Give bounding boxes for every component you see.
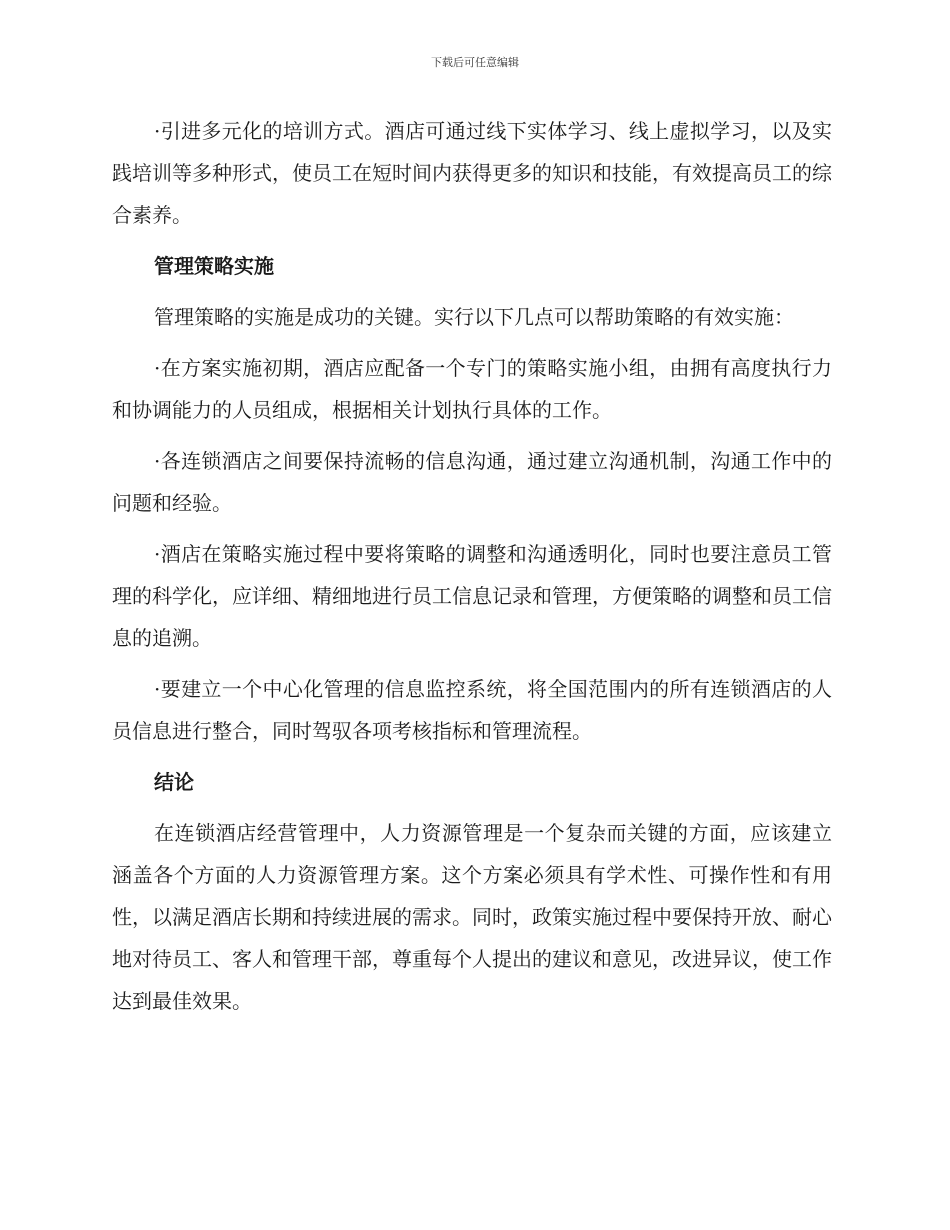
paragraph-training-methods: ·引进多元化的培训方式。酒店可通过线下实体学习、线上虚拟学习，以及实践培训等多种形式，使员工在短时间内获得更多的知识和技能，有效提高员工的综合素养。 [112,119,832,227]
heading-conclusion: 结论 [154,770,194,794]
paragraph-implementation-team: ·在方案实施初期，酒店应配备一个专门的策略实施小组，由拥有高度执行力和协调能力的人员组成，根据相关计划执行具体的工作。 [112,356,832,422]
paragraph-monitoring-system: ·要建立一个中心化管理的信息监控系统，将全国范围内的所有连锁酒店的人员信息进行整合，同时驾驭各项考核指标和管理流程。 [112,677,832,743]
document-body [112,110,832,1031]
paragraph-communication: ·各连锁酒店之间要保持流畅的信息沟通，通过建立沟通机制，沟通工作中的问题和经验。 [112,449,832,515]
paragraph-transparency: ·酒店在策略实施过程中要将策略的调整和沟通透明化，同时也要注意员工管理的科学化，应详细、精细地进行员工信息记录和管理，方便策略的调整和员工信息的追溯。 [112,542,832,650]
heading-strategy-implementation: 管理策略实施 [154,254,274,278]
page-header: 下载后可任意编辑 [431,56,519,69]
paragraph-implementation-intro: 管理策略的实施是成功的关键。实行以下几点可以帮助策略的有效实施： [154,305,794,329]
paragraph-conclusion: 在连锁酒店经营管理中，人力资源管理是一个复杂而关键的方面，应该建立涵盖各个方面的人力资源管理方案。这个方案必须具有学术性、可操作性和有用性，以满足酒店长期和持续进展的需求。同时，政策实施过程中要保持开放、耐心地对待员工、客人和管理干部，尊重每个人提出的建议和意见，改进异议，使工作达到最佳效果。 [112,821,832,1013]
